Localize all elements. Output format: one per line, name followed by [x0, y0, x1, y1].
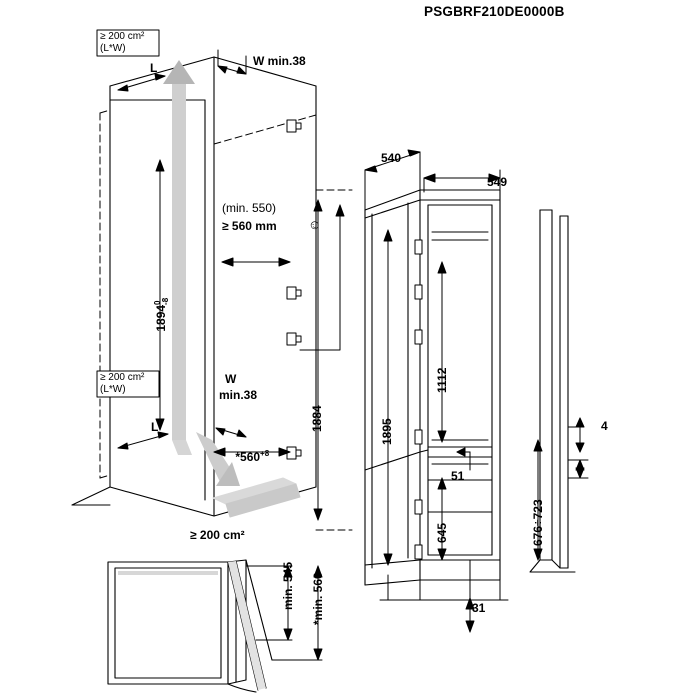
- label-hinge-range: 676÷723: [531, 499, 545, 546]
- label-appliance-height-total: 1884: [310, 405, 324, 432]
- label-niche-depth-note: (min. 550): [222, 201, 277, 215]
- label-vent-top-area: ≥ 200 cm²: [100, 31, 145, 42]
- label-appliance-height-outer: 1895: [380, 418, 394, 445]
- label-door-open-min-560: *min. 560: [311, 572, 325, 625]
- label-niche-height: [141, 298, 184, 345]
- label-appliance-width: 540: [381, 151, 402, 165]
- label-niche-W-top: W min.38: [253, 54, 306, 68]
- label-freezer-compartment: 645: [435, 522, 449, 543]
- label-door-thickness: 4: [601, 419, 608, 433]
- appliance-view: [365, 190, 500, 585]
- label-vent-bottom-area: ≥ 200 cm²: [100, 372, 145, 383]
- dim-31: [466, 560, 474, 632]
- label-plinth: 31: [472, 601, 486, 615]
- label-niche-L-bottom: L: [151, 420, 159, 434]
- label-fridge-compartment: 1112: [435, 367, 449, 393]
- label-vent-top-formula: (L*W): [100, 43, 126, 54]
- dim-51: [457, 448, 470, 470]
- label-vent-bottom-formula: (L*W): [100, 384, 126, 395]
- label-niche-W-bottom-1: W: [225, 372, 237, 386]
- dim-645: [438, 478, 446, 560]
- label-vent-base-area: ≥ 200 cm²: [190, 528, 245, 542]
- label-door-open-min-545: min. 545: [281, 561, 295, 610]
- dim-L-top: [118, 74, 165, 91]
- dim-1112: [438, 262, 446, 442]
- label-appliance-depth: 549: [487, 175, 508, 189]
- label-gap: 51: [451, 469, 465, 483]
- label-niche-depth-bottom: [222, 437, 269, 478]
- label-niche-height-tol-down: -8: [161, 297, 171, 305]
- dim-1884: [314, 200, 322, 520]
- label-niche-W-bottom-2: min.38: [219, 388, 258, 402]
- label-niche-height-value: 1894: [154, 304, 169, 332]
- dim-W-bottom: [216, 428, 246, 437]
- label-niche-depth-min: ≥ 560 mm: [222, 219, 277, 233]
- label-niche-depth-bottom-value: *560: [235, 450, 261, 465]
- dim-1895: [384, 230, 392, 565]
- label-niche-L-top: L: [150, 61, 158, 75]
- dim-niche-depth: [222, 258, 290, 266]
- label-niche-height-tol-up: 0: [153, 300, 163, 305]
- dim-4: [568, 418, 584, 452]
- dim-L-bottom: [118, 432, 168, 449]
- smiley-icon: ☺: [308, 217, 322, 232]
- document-code: PSGBRF210DE0000B: [424, 4, 565, 19]
- label-niche-depth-bottom-tol: +8: [260, 449, 270, 459]
